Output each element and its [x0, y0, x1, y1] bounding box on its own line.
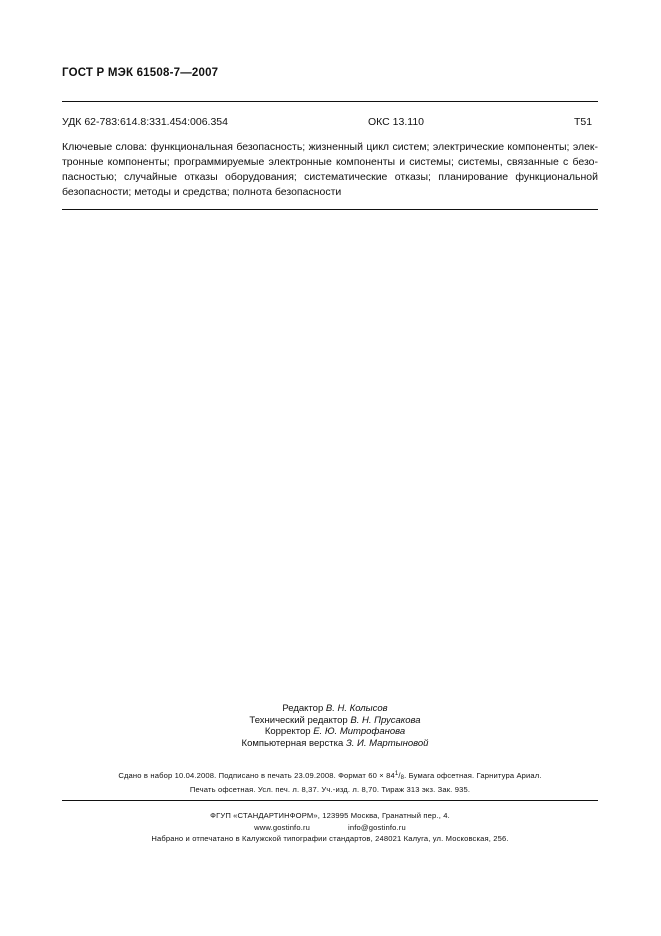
- editor-label: Редактор: [282, 703, 324, 714]
- tech-editor-label: Технический редактор: [249, 714, 348, 726]
- print-info-suffix: . Бумага офсетная. Гарнитура Ариал.: [404, 771, 542, 780]
- publisher-website[interactable]: www.gostinfo.ru: [254, 822, 311, 832]
- keywords-line: Ключевые слова: функциональная безопасность; жизненный цикл систем; электрические компоненты; элек-: [62, 141, 598, 153]
- classification-code: Т51: [574, 116, 593, 128]
- editor-name: В. Н. Колысов: [325, 703, 388, 714]
- oks-code: ОКС 13.110: [368, 116, 425, 128]
- printing-house: Набрано и отпечатано в Калужской типографии стандартов, 248021 Калуга, ул. Московская, 256.: [151, 834, 509, 843]
- publisher-email[interactable]: info@gostinfo.ru: [348, 822, 406, 832]
- print-info-line-2: Печать офсетная. Усл. печ. л. 8,37. Уч.-изд. л. 8,70. Тираж 313 экз. Зак. 935.: [189, 785, 471, 794]
- editor-line: [200, 703, 470, 715]
- print-info-prefix: Сдано в набор 10.04.2008. Подписано в печать 23.09.2008. Формат 60 × 84: [118, 771, 395, 780]
- footer-divider: [62, 800, 598, 801]
- credits-block: [200, 703, 470, 749]
- print-info: [62, 768, 598, 796]
- keywords-line: тронные компоненты; программируемые электронные компоненты и системы; системы, связанные с безо-: [62, 156, 598, 168]
- layout-name: З. И. Мартыновой: [345, 737, 429, 749]
- corrector-name: Е. Ю. Митрофанова: [313, 726, 406, 737]
- header-divider: [62, 101, 598, 102]
- standard-id: ГОСТ Р МЭК 61508-7—2007: [62, 67, 219, 79]
- keywords-line: безопасности; методы и средства; полнота безопасности: [62, 186, 342, 198]
- publisher-block: [62, 810, 598, 845]
- format-sup: 1: [394, 771, 399, 777]
- keywords-block: [62, 140, 598, 200]
- publisher-address: ФГУП «СТАНДАРТИНФОРМ», 123995 Москва, Гранатный пер., 4.: [210, 811, 450, 820]
- keywords-divider: [62, 209, 598, 210]
- corrector-line: [200, 726, 470, 738]
- tech-editor-line: [200, 715, 470, 727]
- keywords-line: пасностью; случайные отказы оборудования; систематические отказы; планирование функциональной: [62, 171, 598, 183]
- tech-editor-name: В. Н. Прусакова: [350, 714, 421, 726]
- print-info-line-1: Сдано в набор 10.04.2008. Подписано в печать 23.09.2008. Формат $60 \times 84^1/_8$. Бумага офсетная. Гарнитура Ариал.: [118, 771, 542, 781]
- udk-code: УДК 62-783:614.8:331.454:006.354: [62, 116, 228, 128]
- corrector-label: Корректор: [264, 726, 311, 737]
- publisher-contacts: [62, 822, 598, 834]
- format-sub: 8: [400, 775, 405, 781]
- layout-line: [200, 738, 470, 750]
- layout-label: Компьютерная верстка: [241, 737, 344, 749]
